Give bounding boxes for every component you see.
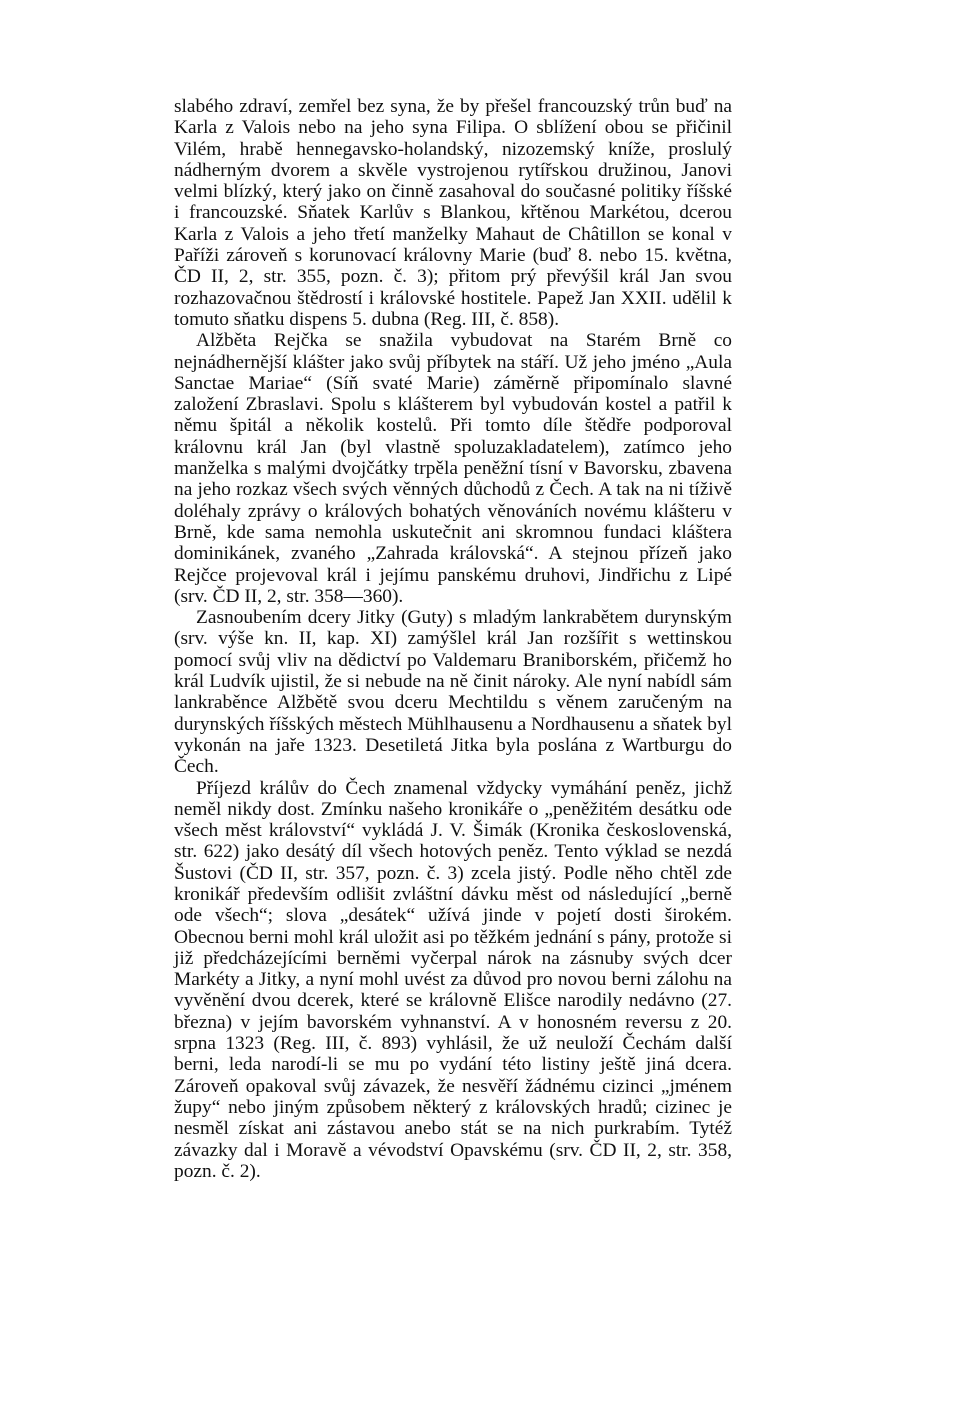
paragraph-berne: Příjezd králův do Čech znamenal vždycky vymáhání peněz, jichž neměl nikdy dost. Zmínku našeho kronikáře o „peněžitém desátku ode všech měst království“ vykládá J. V. Šimák (Kronika československá, str. 622) jako desátý díl všech hotových peněz. Tento výklad se nezdá Šustovi (ČD II, str. 357, pozn. č. 3) zcela jistý. Podle něho chtěl zde kronikář především odlišit zvláštní dávku měst od následující „berně ode všech“; slova „desátek“ užívá jinde v pojetí dosti širokém. Obecnou berni mohl král uložit asi po těžkém jednání s pány, protože si již předcházejícími berněmi vyčerpal nárok na zásnuby svých dcer Markéty a Jitky, a nyní mohl uvést za důvod pro novou berni zálohu na vyvěnění dvou dcerek, které se královně Elišce narodily nedávno (27. března) v jejím bavorském vyhnanství. A v honosném reversu z 20. srpna 1323 (Reg. III, č. 893) vyhlásil, že už neuloží Čechám další berni, leda narodí-li se mu po vydání této listiny ještě jiná dcera. Zároveň opakoval svůj závazek, že nesvěří žádnému cizinci „jménem župy“ nebo jiným způsobem některý z královských hradů; cizinec je nesměl získat ani zástavou anebo stát se na nich purkrabím. Tytéž závazky dal i Moravě a vévodství Opavskému (srv. ČD II, 2, str. 358, pozn. č. 2). [174, 777, 732, 1182]
paragraph-continuation: slabého zdraví, zemřel bez syna, že by přešel francouzský trůn buď na Karla z Valois nebo na jeho syna Filipa. O sblížení obou se přičinil Vilém, hrabě hennegavsko-holandský, nizozemský kníže, proslulý nádherným dvorem a skvěle vystrojenou rytířskou družinou, Janovi velmi blízký, který jako on činně zasahoval do současné politiky říšské i francouzské. Sňatek Karlův s Blankou, křtěnou Markétou, dcerou Karla z Valois a jeho třetí manželky Mahaut de Châtillon se konal v Paříži zároveň s korunovací královny Marie (buď 8. nebo 15. května, ČD II, 2, str. 355, pozn. č. 3); přitom prý převýšil král Jan svou rozhazovačnou štědrostí i královské hostitele. Papež Jan XXII. udělil k tomuto sňatku dispens 5. dubna (Reg. III, č. 858). [174, 96, 732, 330]
paragraph-jitka: Zasnoubením dcery Jitky (Guty) s mladým lankrabětem durynským (srv. výše kn. II, kap. XI) zamýšlel král Jan rozšířit s wettinskou pomocí svůj vliv na dědictví po Valdemaru Braniborském, přičemž ho král Ludvík ujistil, že si nebude na ně činit nároky. Ale nyní nabídl sám lankraběnce Alžbětě svou dceru Mechtildu s věnem zaručeným na durynských říšských městech Mühlhausenu a Nordhausenu a sňatek byl vykonán na jaře 1323. Desetiletá Jitka byla poslána z Wartburgu do Čech. [174, 607, 732, 778]
body-text [174, 96, 732, 1182]
paragraph-rejcka: Alžběta Rejčka se snažila vybudovat na Starém Brně co nejnádhernější klášter jako svůj příbytek na stáří. Už jeho jméno „Aula Sanctae Mariae“ (Síň svaté Marie) záměrně připomínalo slavné založení Zbraslavi. Spolu s klášterem byl vybudován kostel a patřil k němu špitál a několik kostelů. Při tomto díle štědře podporoval královnu král Jan (byl vlastně spoluzakladatelem), zatímco jeho manželka s malými dvojčátky trpěla peněžní tísní v Bavorsku, zbavena na jeho rozkaz všech svých věnných důchodů z Čech. A tak na ni tíživě doléhaly zprávy o králových bohatých věnováních novému klášteru v Brně, kde sama nemohla uskutečnit ani skromnou fundaci kláštera dominikánek, zvaného „Zahrada královská“. A stejnou přízeň jako Rejčce projevoval král i jejímu panskému druhovi, Jindřichu z Lipé (srv. ČD II, 2, str. 358—360). [174, 330, 732, 607]
